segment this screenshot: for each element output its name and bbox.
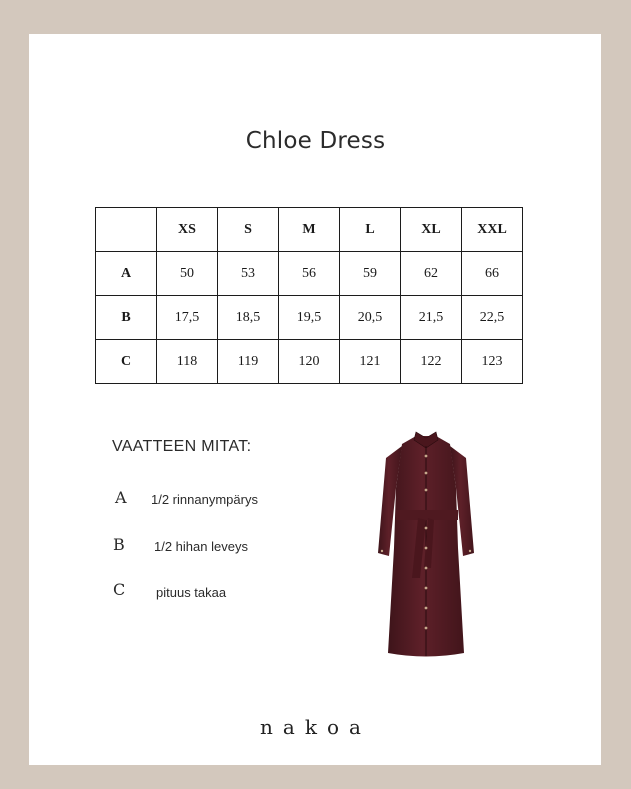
measurement-description: pituus takaa <box>156 585 227 600</box>
table-cell: 21,5 <box>401 296 462 340</box>
size-header: L <box>340 208 401 252</box>
measurement-letter: A <box>115 488 127 507</box>
size-header: M <box>279 208 340 252</box>
table-cell: 20,5 <box>340 296 401 340</box>
table-cell: 118 <box>157 340 218 384</box>
size-header: XXL <box>462 208 523 252</box>
table-cell: 56 <box>279 252 340 296</box>
table-cell: 18,5 <box>218 296 279 340</box>
size-table <box>95 207 523 384</box>
table-row <box>96 296 523 340</box>
table-cell: 121 <box>340 340 401 384</box>
table-cell: 122 <box>401 340 462 384</box>
row-label: A <box>96 252 157 296</box>
row-label: C <box>96 340 157 384</box>
row-label: B <box>96 296 157 340</box>
measurements-heading: VAATTEEN MITAT: <box>112 438 252 455</box>
table-row <box>96 340 523 384</box>
measurement-description: 1/2 hihan leveys <box>154 539 248 554</box>
brand-logo: nakoa <box>260 715 371 739</box>
size-header: XL <box>401 208 462 252</box>
table-corner-cell <box>96 208 157 252</box>
table-cell: 19,5 <box>279 296 340 340</box>
page-title: Chloe Dress <box>245 128 386 154</box>
table-cell: 123 <box>462 340 523 384</box>
dress-illustration <box>372 428 482 665</box>
measurement-letter: C <box>113 580 126 599</box>
size-header: XS <box>157 208 218 252</box>
measurement-description: 1/2 rinnanympärys <box>151 492 258 507</box>
size-header: S <box>218 208 279 252</box>
table-cell: 50 <box>157 252 218 296</box>
table-cell: 53 <box>218 252 279 296</box>
table-row <box>96 252 523 296</box>
table-cell: 66 <box>462 252 523 296</box>
measurement-letter: B <box>113 535 125 554</box>
table-header-row <box>96 208 523 252</box>
table-cell: 17,5 <box>157 296 218 340</box>
table-cell: 120 <box>279 340 340 384</box>
table-cell: 22,5 <box>462 296 523 340</box>
table-cell: 59 <box>340 252 401 296</box>
table-cell: 119 <box>218 340 279 384</box>
table-cell: 62 <box>401 252 462 296</box>
